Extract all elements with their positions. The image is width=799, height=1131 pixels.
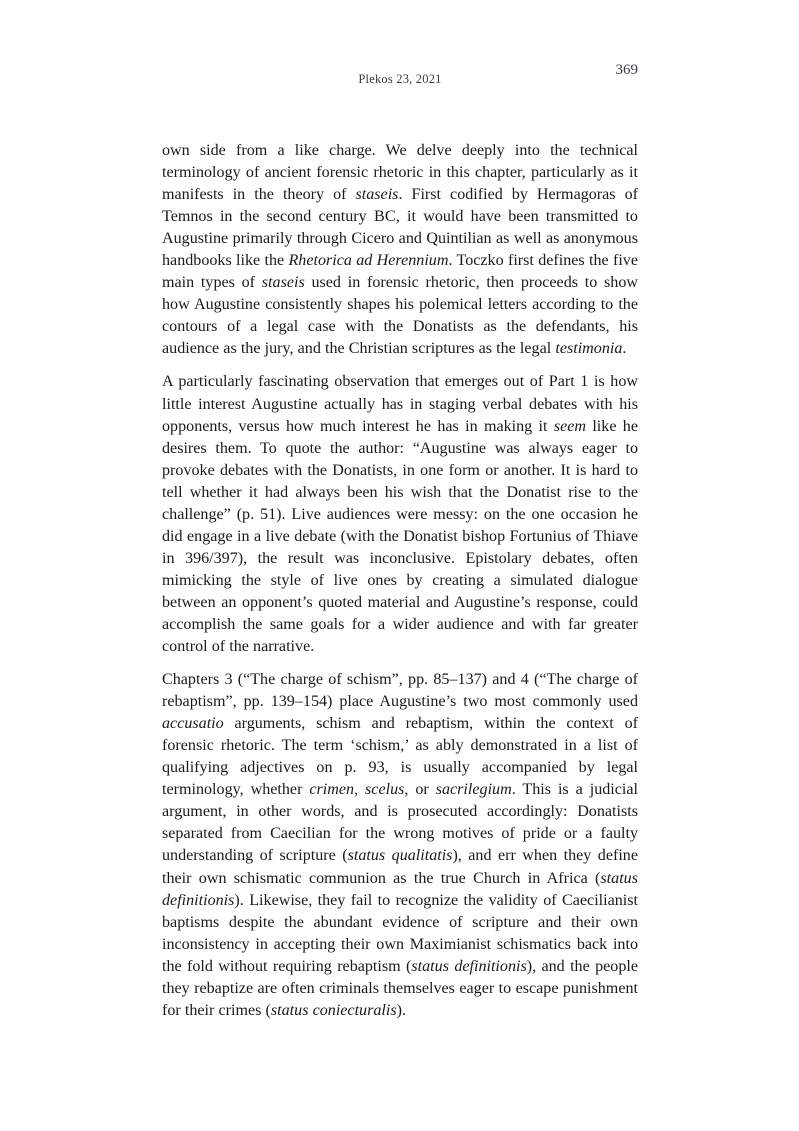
text-run: , [354, 781, 366, 799]
page-number: 369 [615, 62, 638, 78]
paragraph-2 [162, 371, 638, 658]
text-run: ). Likewise, they fail to recognize the validity of Caecilianist baptisms despite the abundant evidence of scripture and their own inconsistency in accepting their own Maximianist schismatics back into the fold without requiring rebaptism ( [162, 891, 638, 975]
text-run: . This is a judicial argument, in other words, and is prosecuted accordingly: Donatists separated from Caecilian for the wrong motives of pride or a faulty understanding of scripture ( [162, 781, 638, 865]
paragraph-1 [162, 140, 638, 360]
running-head [162, 62, 638, 90]
italic-term: scelus [365, 781, 405, 799]
text-run: . First codified by Hermagoras of Temnos in the second century [162, 186, 638, 226]
italic-term: accusatio [162, 715, 224, 733]
text-run: . Toczko first defines the five main types of [162, 252, 638, 292]
text-run: ), and err when they define their own schismatic communion as the true Church in Africa ( [162, 847, 638, 887]
italic-term: status qualitatis [347, 847, 453, 865]
italic-term: testimonia [555, 340, 623, 358]
text-run: ). [396, 1001, 406, 1019]
italic-term: Rhetorica ad Herennium [288, 252, 449, 270]
italic-term: status coniecturalis [270, 1001, 397, 1019]
small-caps-term: BC [373, 208, 396, 226]
text-run: own side from a like charge. We delve deeply into the technical terminology of ancient forensic rhetoric in this chapter, particularly as it manifests in the theory of [162, 142, 638, 204]
paragraph-3 [162, 669, 638, 1022]
text-run: Chapters 3 (“The charge of schism”, pp. 85–137) and 4 (“The charge of rebaptism”, pp. 139–154) place Augustine’s two most commonly used [162, 671, 638, 711]
body-text-column [162, 140, 638, 1022]
italic-term: staseis [355, 186, 399, 204]
text-run: . [622, 340, 627, 358]
text-run: like he desires them. To quote the author: “Augustine was always eager to provoke debates with the Donatists, in one form or another. It is hard to tell whether it had always been his wish that the Donatist rise to the challenge” (p. 51). Live audiences were messy: on the one occasion he did engage in a live debate (with the Donatist bishop Fortunius of Thiave in 396/397), the result was inconclusive. Epistolary debates, often mimicking the style of live ones by creating a simulated dialogue between an opponent’s quoted material and Augustine’s response, could accomplish the same goals for a wider audience and with far greater control of the narrative. [162, 417, 638, 656]
italic-term: status definitionis [411, 957, 527, 975]
text-run: used in forensic rhetoric, then proceeds to show how Augustine consistently shapes his polemical letters according to the contours of a legal case with the Donatists as the defendants, his audience as the jury, and the Christian scriptures as the legal [162, 274, 638, 358]
italic-term: staseis [261, 274, 305, 292]
italic-term: sacrilegium [435, 781, 512, 799]
italic-term: status definitionis [162, 869, 638, 909]
text-run: A particularly fascinating observation that emerges out of Part 1 is how little interest Augustine actually has in staging verbal debates with his opponents, versus how much interest he has in making it [162, 373, 638, 435]
text-run: , or [404, 781, 436, 799]
text-run: ), and the people they rebaptize are often criminals themselves eager to escape punishment for their crimes ( [162, 957, 639, 1019]
running-head-journal: Plekos 23, 2021 [358, 72, 442, 86]
italic-term: crimen [309, 781, 355, 799]
text-run: arguments, schism and rebaptism, within the context of forensic rhetoric. The term ‘schism,’ as ably demonstrated in a list of qualifying adjectives on p. 93, is usually accompanied by legal terminology, whether [162, 715, 638, 799]
text-run: , it would have been transmitted to Augustine primarily through Cicero and Quintilian as well as anonymous handbooks like the [162, 208, 638, 270]
italic-term: seem [553, 417, 586, 435]
